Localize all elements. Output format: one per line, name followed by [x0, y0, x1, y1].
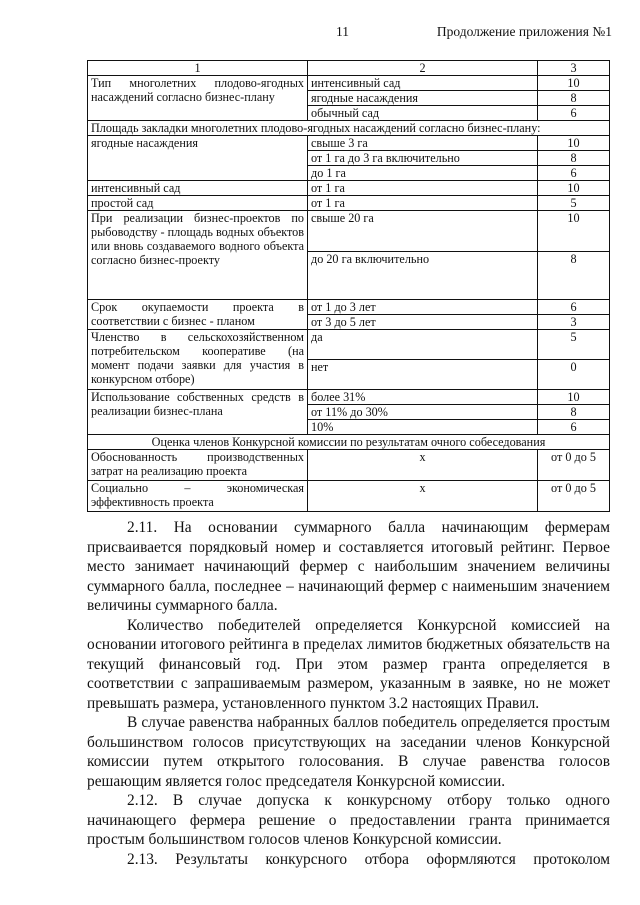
option-cell: от 1 га — [308, 181, 538, 196]
score-cell: 8 — [538, 405, 610, 420]
option-cell: ягодные насаждения — [308, 91, 538, 106]
table-row — [88, 300, 610, 315]
option-cell: до 20 га включительно — [308, 252, 538, 300]
option-cell: 10% — [308, 420, 538, 435]
paragraph-winners-count: Количество победителей определяется Конкурсной комиссией на основании итогового рейтинга в пределах лимитов бюджетных обязательств на текущий финансовый год. При этом размер гранта определяется в соответствии с запрашиваемым размером, указанным в заявке, но не может превышать размера, установленного пунктом 3.2 настоящих Правил. — [87, 616, 610, 712]
option-cell: нет — [308, 360, 538, 390]
option-cell: более 31% — [308, 390, 538, 405]
criterion-cell: Членство в сельскохозяйственном потребительском кооперативе (на момент подачи заявки для участия в конкурсном отборе) — [88, 330, 308, 390]
criterion-cell: простой сад — [88, 196, 308, 211]
table-row — [88, 450, 610, 481]
paragraph-tie-break: В случае равенства набранных баллов победитель определяется простым большинством голосов присутствующих на заседании членов Конкурсной комиссии путем открытого голосования. В случае равенства голосов решающим является голос председателя Конкурсной комиссии. — [87, 714, 610, 790]
option-cell: от 11% до 30% — [308, 405, 538, 420]
table-row — [88, 196, 610, 211]
table-row — [88, 211, 610, 252]
paragraph-2-11: 2.11. На основании суммарного балла начинающим фермерам присваивается порядковый номер и составляется итоговый рейтинг. Первое место занимает начинающий фермер с наибольшим значением величины суммарного балла, последнее – начинающий фермер с наименьшим значением величины суммарного балла. — [87, 519, 610, 614]
paragraph-2-13: 2.13. Результаты конкурсного отбора оформляются протоколом — [127, 850, 610, 868]
table-section-row — [88, 121, 610, 136]
score-cell: от 0 до 5 — [538, 450, 610, 481]
column-header: 1 — [88, 61, 308, 76]
score-cell: 6 — [538, 420, 610, 435]
criterion-cell: При реализации бизнес-проектов по рыбоводству - площадь водных объектов или вновь создаваемого водного объекта согласно бизнес-проекту — [88, 211, 308, 300]
score-cell: 8 — [538, 252, 610, 300]
option-cell: от 3 до 5 лет — [308, 315, 538, 330]
score-cell: 6 — [538, 300, 610, 315]
criterion-cell: Тип многолетних плодово-ягодных насаждений согласно бизнес-плану — [88, 76, 308, 121]
table-row — [88, 76, 610, 91]
option-cell: от 1 до 3 лет — [308, 300, 538, 315]
score-cell: 5 — [538, 330, 610, 360]
score-cell: 3 — [538, 315, 610, 330]
paragraph-2-12: 2.12. В случае допуска к конкурсному отбору только одного начинающего фермера решение о предоставлении гранта принимается простым большинством голосов членов Конкурсной комиссии. — [87, 792, 610, 848]
rules-body-text — [87, 518, 610, 869]
option-cell: х — [308, 450, 538, 481]
option-cell: до 1 га — [308, 166, 538, 181]
option-cell: обычный сад — [308, 106, 538, 121]
section-title-cell: Оценка членов Конкурсной комиссии по результатам очного собеседования — [88, 435, 610, 450]
score-cell: 8 — [538, 151, 610, 166]
option-cell: от 1 га — [308, 196, 538, 211]
score-cell: 10 — [538, 76, 610, 91]
option-cell: интенсивный сад — [308, 76, 538, 91]
table-header-row — [88, 61, 610, 76]
score-cell: 10 — [538, 181, 610, 196]
column-header: 2 — [308, 61, 538, 76]
criterion-cell: Использование собственных средств в реализации бизнес-плана — [88, 390, 308, 435]
option-cell: свыше 20 га — [308, 211, 538, 252]
score-cell: 0 — [538, 360, 610, 390]
score-cell: от 0 до 5 — [538, 481, 610, 512]
score-cell: 10 — [538, 136, 610, 151]
page-header — [0, 24, 640, 44]
criterion-cell: Обоснованность производственных затрат на реализацию проекта — [88, 450, 308, 481]
score-cell: 10 — [538, 211, 610, 252]
table-section-row — [88, 435, 610, 450]
scoring-criteria-table — [87, 60, 610, 512]
score-cell: 8 — [538, 91, 610, 106]
score-cell: 6 — [538, 166, 610, 181]
criterion-cell: ягодные насаждения — [88, 136, 308, 181]
table-row — [88, 330, 610, 360]
table-row — [88, 390, 610, 405]
table-row — [88, 136, 610, 151]
column-header: 3 — [538, 61, 610, 76]
criterion-cell: Срок окупаемости проекта в соответствии с бизнес - планом — [88, 300, 308, 330]
table-row — [88, 181, 610, 196]
score-cell: 5 — [538, 196, 610, 211]
appendix-continuation-label: Продолжение приложения №1 — [436, 24, 612, 39]
table-row — [88, 481, 610, 512]
criterion-cell: интенсивный сад — [88, 181, 308, 196]
score-cell: 10 — [538, 390, 610, 405]
criterion-cell: Социально – экономическая эффективность проекта — [88, 481, 308, 512]
section-title-cell: Площадь закладки многолетних плодово-ягодных насаждений согласно бизнес-плану: — [88, 121, 610, 136]
score-cell: 6 — [538, 106, 610, 121]
option-cell: от 1 га до 3 га включительно — [308, 151, 538, 166]
option-cell: х — [308, 481, 538, 512]
option-cell: свыше 3 га — [308, 136, 538, 151]
option-cell: да — [308, 330, 538, 360]
page-number: 11 — [336, 24, 349, 39]
